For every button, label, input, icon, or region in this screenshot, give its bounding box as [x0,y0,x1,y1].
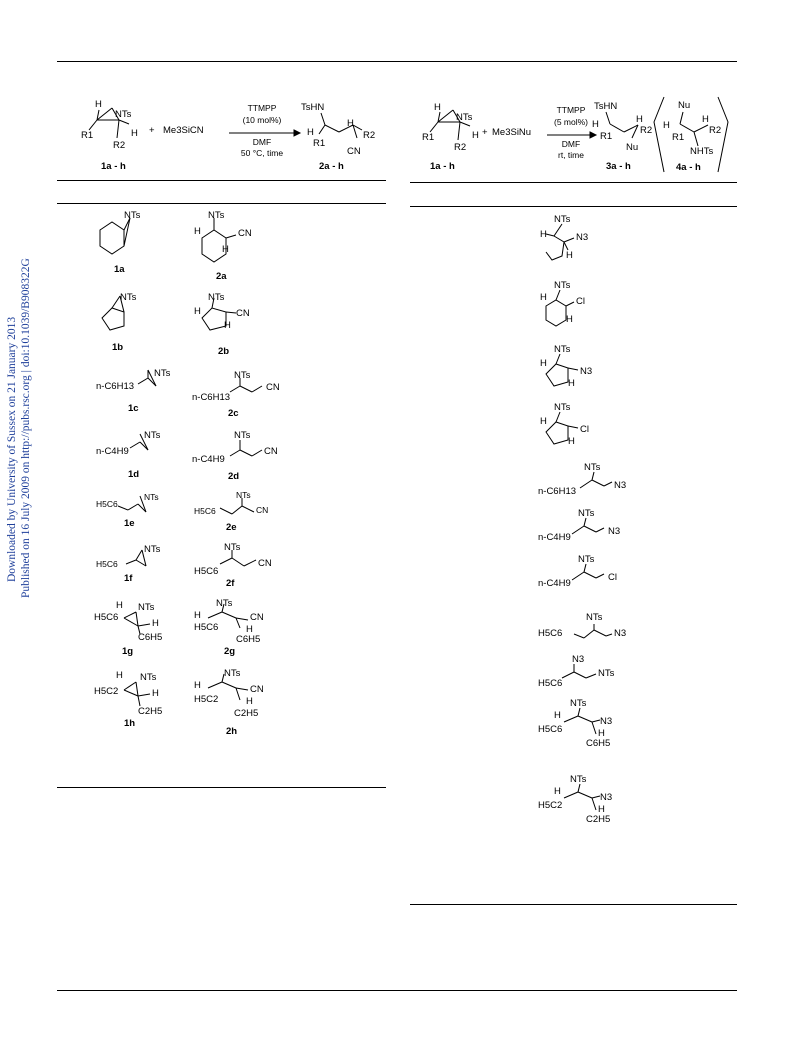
h-2a: H [194,226,201,237]
scheme-left [57,90,387,180]
label-2c: 2c [228,408,239,419]
cond-loading: (10 mol%) [242,115,282,125]
but-2d: n-C4H9 [192,454,225,465]
et2-3k: C2H5 [586,814,611,825]
h-2h: H [194,680,201,691]
scheme-r-reagent: Me3SiNu [492,127,532,138]
nts-3g: NTs [578,554,595,565]
h-3j: H [554,710,561,721]
h2-3k: H [598,804,605,815]
label-1b: 1b [112,342,124,353]
table-row [538,212,658,272]
alt-nu: Nu [678,100,691,111]
h2-2a: H [222,244,229,255]
nts-1f: NTs [144,544,161,555]
nts-2a: NTs [208,210,225,221]
ph-2e: H5C6 [194,506,216,516]
table-row [538,654,658,694]
h-3c: H [540,358,547,369]
nts-1g: NTs [138,602,155,613]
nts-3c: NTs [554,344,571,355]
prod-r-h: H [592,119,599,130]
but-3f: n-C4H9 [538,532,571,543]
h2-3d: H [568,436,575,447]
alt-nhts: NHTs [690,146,714,157]
nts-2h: NTs [224,668,241,679]
table-row [538,506,658,548]
download-sidebar [2,258,32,600]
nts-1c: NTs [154,368,171,379]
cn-2b: CN [236,308,250,319]
cond-r-loading: (5 mol%) [553,117,588,127]
hex-2c: n-C6H13 [192,392,231,403]
nts-2f: NTs [224,542,241,553]
sm-r-label: 1a - h [430,161,455,172]
h-3d: H [540,416,547,427]
scheme-r-r2-label: R2 [454,142,467,153]
n3-3f: N3 [608,526,621,537]
nts-2d: NTs [234,430,251,441]
table-row [90,490,290,540]
prod-h-label: H [307,127,314,138]
scheme-r-h-label: H [434,102,441,113]
scheme-h-label: H [95,99,102,110]
label-1c: 1c [128,403,139,414]
et2-1h: C2H5 [138,706,163,717]
nts-3i: NTs [598,668,615,679]
nts-3b: NTs [554,280,571,291]
alt-r1: R1 [672,132,685,143]
n3-3c: N3 [580,366,593,377]
label-2b: 2b [218,346,230,357]
cl-3b: Cl [576,296,585,307]
table-row [538,460,658,502]
label-2g: 2g [224,646,236,657]
right-bottom-rule [410,904,737,905]
table-row [538,400,658,456]
h2-2b: H [224,320,231,331]
et-1h: H5C2 [94,686,119,697]
nts-3a: NTs [554,214,571,225]
cl-3g: Cl [608,572,617,583]
ph-2f: H5C6 [194,566,219,577]
nts-1d: NTs [144,430,161,441]
table-row [90,428,290,484]
n3-3e: N3 [614,480,627,491]
nts-2g: NTs [216,598,233,609]
h2-3j: H [598,728,605,739]
alt-r2: R2 [709,125,722,136]
h-2g: H [194,610,201,621]
n3-3a: N3 [576,232,589,243]
label-1g: 1g [122,646,134,657]
cond-solvent: DMF [252,137,272,147]
ph-1g: H5C6 [94,612,119,623]
table-row [90,366,290,418]
right-header-rule [410,206,737,207]
prod-r-r1: R1 [600,131,613,142]
ph-3j: H5C6 [538,724,563,735]
label-1f: 1f [124,573,133,584]
ph-1e: H5C6 [96,499,118,509]
table-row [90,208,270,280]
scheme-r2-label: R2 [113,140,126,151]
prod-r-tshn: TsHN [594,101,618,112]
scheme-r-nts-label: NTs [456,112,473,123]
scheme-reagent: Me3SiCN [163,125,204,136]
nts-3h: NTs [586,612,603,623]
nts-1b: NTs [120,292,137,303]
download-notice: Downloaded by University of Sussex on 21 January 2013 [6,316,18,582]
label-1e: 1e [124,518,135,529]
table-row [538,698,658,754]
ph2-1g: C6H5 [138,632,163,643]
nts-2b: NTs [208,292,225,303]
table-row [90,598,290,662]
alt-h: H [663,120,670,131]
prod-r2-label: R2 [363,130,376,141]
hex-1c: n-C6H13 [96,381,135,392]
h2-3c: H [568,378,575,389]
h-3k: H [554,786,561,797]
right-scheme-rule [410,182,737,183]
h2-2h: H [246,696,253,707]
nts-1h: NTs [140,672,157,683]
h-3a: H [540,229,547,240]
prod-r-h2: H [636,114,643,125]
cn-2e: CN [256,505,269,515]
nts-3d: NTs [554,402,571,413]
publication-link[interactable]: Published on 16 July 2009 on http://pubs.rsc.org | doi:10.1039/B908322G [20,258,32,598]
scheme-h2-label: H [131,128,138,139]
ph-2g: H5C6 [194,622,219,633]
cn-2a: CN [238,228,252,239]
et2-2h: C2H5 [234,708,259,719]
h2-3b: H [566,314,573,325]
left-bottom-rule [57,787,386,788]
et-3k: H5C2 [538,800,563,811]
table-row [90,288,270,360]
table-row [538,552,658,594]
table-row [538,772,658,832]
scheme-r1-label: R1 [81,130,94,141]
hex-3e: n-C6H13 [538,486,577,497]
label-1d: 1d [128,469,140,480]
but-3g: n-C4H9 [538,578,571,589]
h2-3a: H [566,250,573,261]
cn-2f: CN [258,558,272,569]
alt-r-label: 4a - h [676,162,701,173]
cond-temp: 50 °C, time [240,148,284,158]
h2-1g: H [152,618,159,629]
label-2h: 2h [226,726,238,737]
n3-3h: N3 [614,628,627,639]
et-2h: H5C2 [194,694,219,705]
nts-1e: NTs [144,492,159,502]
scheme-r-r1-label: R1 [422,132,435,143]
h-1g: H [116,600,123,611]
ph-3i: H5C6 [538,678,563,689]
h-2b: H [194,306,201,317]
cn-2h: CN [250,684,264,695]
ph-3h: H5C6 [538,628,563,639]
cn-2g: CN [250,612,264,623]
nts-3j: NTs [570,698,587,709]
prod-tshn-label: TsHN [301,102,325,113]
prod-cn-label: CN [347,146,361,157]
h2-2g: H [246,624,253,635]
plus-sign-right: + [482,127,488,138]
label-1h: 1h [124,718,136,729]
nts-2c: NTs [234,370,251,381]
cond-r-temp: rt, time [558,150,584,160]
ph-1f: H5C6 [96,559,118,569]
n3-3i: N3 [572,654,585,665]
cond-catalyst: TTMPP [247,103,277,113]
sm-label: 1a - h [101,161,126,172]
alt-h2: H [702,114,709,125]
table-row [538,612,658,648]
left-scheme-rule [57,180,386,181]
table-row [538,342,658,398]
scheme-r-h2-label: H [472,130,479,141]
nts-1a: NTs [124,210,141,221]
but-1d: n-C4H9 [96,446,129,457]
label-2a: 2a [216,271,227,282]
nts-3k: NTs [570,774,587,785]
h2-1h: H [152,688,159,699]
nts-2e: NTs [236,490,251,500]
prod-h2-label: H [347,118,354,129]
plus-sign: + [149,125,155,136]
label-2d: 2d [228,471,240,482]
scheme-right [410,92,740,182]
footer-rule [57,990,737,991]
cond-r-solvent: DMF [561,139,581,149]
cond-r-catalyst: TTMPP [556,105,586,115]
label-2f: 2f [226,578,235,589]
label-2e: 2e [226,522,237,533]
ph2-3j: C6H5 [586,738,611,749]
prod-r-r2: R2 [640,125,653,136]
prod-label: 2a - h [319,161,344,172]
h-1h: H [116,670,123,681]
top-rule [57,61,737,62]
prod-r-label: 3a - h [606,161,631,172]
h-3b: H [540,292,547,303]
label-1a: 1a [114,264,125,275]
scheme-nts-label: NTs [115,109,132,120]
nts-3f: NTs [578,508,595,519]
left-header-rule [57,203,386,204]
nts-3e: NTs [584,462,601,473]
table-row [90,668,290,740]
cn-2c: CN [266,382,280,393]
table-row [90,542,290,592]
cn-2d: CN [264,446,278,457]
prod-r1-label: R1 [313,138,326,149]
n3-3k: N3 [600,792,613,803]
cl-3d: Cl [580,424,589,435]
table-row [538,278,658,340]
n3-3j: N3 [600,716,613,727]
ph2-2g: C6H5 [236,634,261,645]
prod-r-nu: Nu [626,142,639,153]
